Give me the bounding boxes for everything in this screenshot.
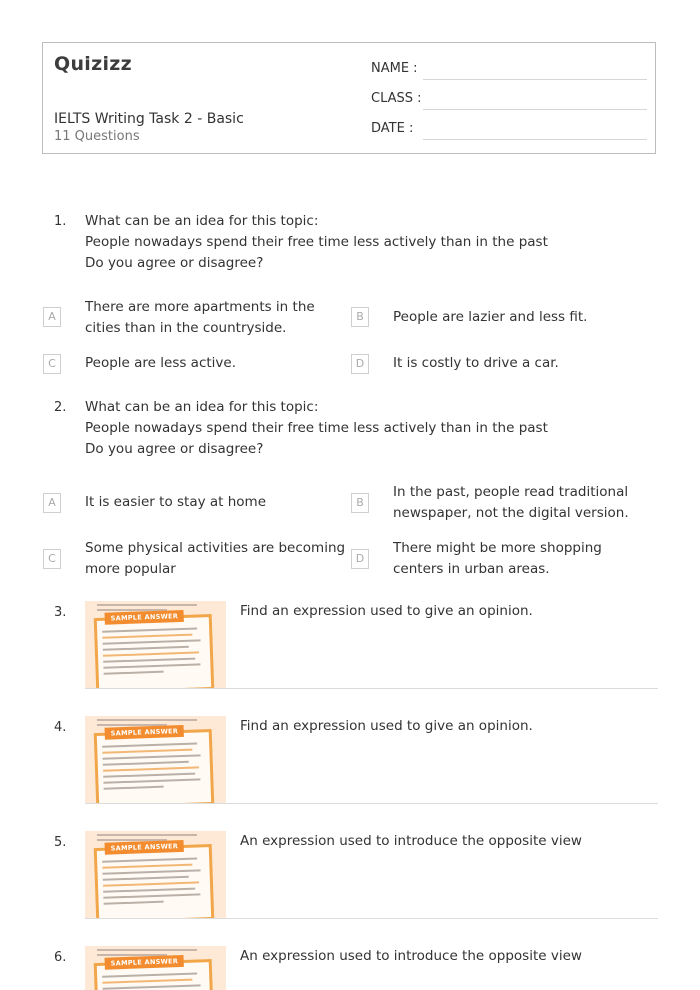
option-letter-d[interactable]: D [351, 354, 369, 374]
sample-answer-image [85, 601, 226, 689]
question-text: An expression used to introduce the opposite view [240, 948, 582, 964]
question-number: 1. [54, 214, 67, 229]
question-text: Find an expression used to give an opinion. [240, 603, 533, 619]
option-letter-b[interactable]: B [351, 307, 369, 327]
option-letter-a[interactable]: A [43, 307, 61, 327]
question-text: An expression used to introduce the opposite view [240, 833, 582, 849]
option-letter-c[interactable]: C [43, 354, 61, 374]
worksheet-title: IELTS Writing Task 2 - Basic [54, 111, 244, 127]
question-count: 11 Questions [54, 129, 140, 144]
class-label: CLASS : [371, 91, 422, 106]
sample-answer-image [85, 946, 226, 990]
option-letter-d[interactable]: D [351, 549, 369, 569]
option-letter-b[interactable]: B [351, 493, 369, 513]
question-text: What can be an idea for this topic: People nowadays spend their free time less actively than in the past Do you agree or disagree? [85, 399, 548, 457]
option-text[interactable]: It is costly to drive a car. [393, 355, 559, 371]
question-text: Find an expression used to give an opinion. [240, 718, 533, 734]
option-text[interactable]: People are less active. [85, 355, 237, 371]
option-text[interactable]: It is easier to stay at home [85, 494, 267, 510]
worksheet-header [42, 42, 656, 154]
option-letter-c[interactable]: C [43, 549, 61, 569]
date-field-line [423, 139, 647, 140]
sample-answer-banner: SAMPLE ANSWER [105, 955, 185, 970]
date-label: DATE : [371, 121, 414, 136]
option-text[interactable]: People are lazier and less fit. [393, 309, 588, 325]
question-number: 4. [54, 720, 67, 735]
question-number: 3. [54, 605, 67, 620]
sample-answer-banner: SAMPLE ANSWER [105, 840, 185, 855]
sample-answer-banner: SAMPLE ANSWER [105, 725, 185, 740]
option-letter-a[interactable]: A [43, 493, 61, 513]
class-field-line [423, 109, 647, 110]
option-text[interactable]: There are more apartments in the cities than in the countryside. [85, 299, 315, 336]
question-text: What can be an idea for this topic: People nowadays spend their free time less actively than in the past Do you agree or disagree? [85, 213, 548, 271]
option-text[interactable]: In the past, people read traditional newspaper, not the digital version. [393, 484, 629, 521]
question-number: 6. [54, 950, 67, 965]
question-number: 2. [54, 400, 67, 415]
option-text[interactable]: There might be more shopping centers in urban areas. [393, 540, 602, 577]
name-field-line [423, 79, 647, 80]
question-divider [85, 688, 658, 689]
question-divider [85, 918, 658, 919]
sample-answer-banner: SAMPLE ANSWER [105, 610, 185, 625]
option-text[interactable]: Some physical activities are becoming more popular [85, 540, 346, 577]
sample-answer-image [85, 831, 226, 919]
name-label: NAME : [371, 61, 418, 76]
question-number: 5. [54, 835, 67, 850]
question-divider [85, 803, 658, 804]
sample-answer-image [85, 716, 226, 804]
quizizz-logo: Quizizz [54, 53, 132, 75]
